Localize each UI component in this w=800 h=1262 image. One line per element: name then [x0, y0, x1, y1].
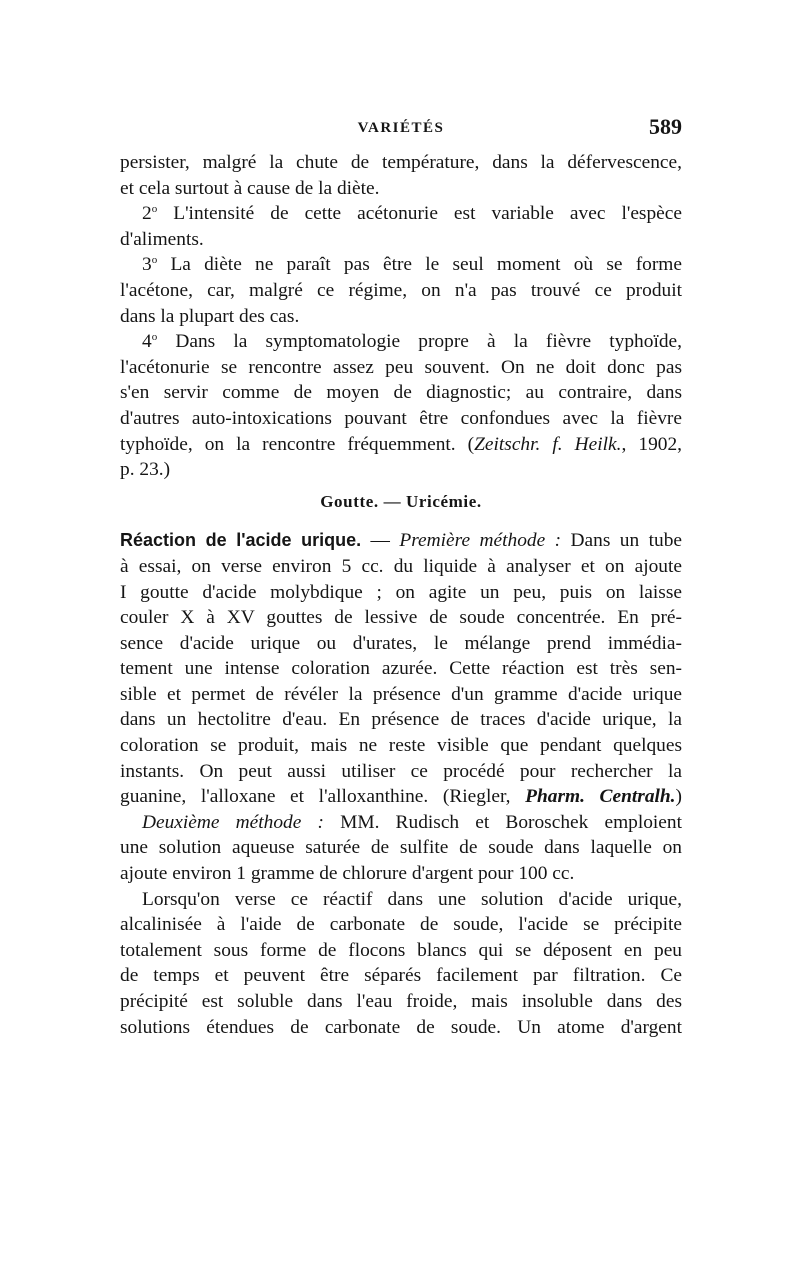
text-line: solutions étendues de carbonate de soude. Un atome d'argent — [120, 1016, 682, 1038]
text-line: sible et permet de révéler la présence d'un gramme d'acide urique — [120, 683, 682, 705]
ordinal-marker: o — [151, 203, 158, 216]
paragraph-3 — [120, 252, 682, 329]
line-text: La diète ne paraît pas être le seul moment où se forme — [170, 254, 682, 276]
text-line: couler X à XV gouttes de lessive de soude concentrée. En pré- — [120, 607, 682, 629]
text-line: précipité est soluble dans l'eau froide, mais insoluble dans des — [120, 991, 682, 1012]
text-line: d'aliments. — [120, 228, 204, 250]
line-text: typhoïde, on la rencontre fréquemment. ( — [120, 433, 475, 455]
text-line — [120, 252, 682, 278]
text-line: instants. On peut aussi utiliser ce procédé pour rechercher la — [120, 760, 682, 782]
page-number: 589 — [649, 114, 682, 139]
line-text: MM. Rudisch et Boroschek emploient — [323, 811, 683, 833]
text-line — [120, 329, 682, 355]
text-line: s'en servir comme de moyen de diagnostic; au contraire, dans — [120, 382, 682, 404]
text-line: persister, malgré la chute de température, dans la défervescence, — [120, 152, 682, 173]
text-line: totalement sous forme de flocons blancs qui se déposent en peu — [120, 939, 682, 961]
method-label: Première méthode : — [399, 530, 562, 552]
line-text: Dans la symptomatologie propre à la fièvre typhoïde, — [175, 331, 682, 353]
text-line: d'autres auto-intoxications pouvant être confondues avec la fièvre — [120, 407, 682, 429]
text-line: l'acétonurie se rencontre assez peu souvent. On ne doit donc pas — [120, 356, 682, 378]
paragraph-7 — [120, 887, 682, 1041]
text-line: alcalinisée à l'aide de carbonate de soude, l'acide se précipite — [120, 914, 682, 936]
text-line — [120, 784, 682, 810]
text-line: p. 23.) — [120, 459, 171, 481]
page-body — [120, 150, 682, 1040]
ordinal-marker: o — [151, 254, 158, 267]
text-line: et cela surtout à cause de la diète. — [120, 177, 380, 199]
section-title: Goutte. — Uricémie. — [320, 491, 482, 511]
paragraph-5 — [120, 528, 682, 810]
line-text: guanine, l'alloxane et l'alloxanthine. (Riegler, — [120, 786, 526, 808]
text-line: de temps et peuvent être séparés facilement par filtration. Ce — [120, 965, 682, 987]
text-line — [120, 528, 682, 554]
line-text: L'intensité de cette acétonurie est variable avec l'espèce — [173, 203, 682, 225]
text-line: dans la plupart des cas. — [120, 305, 300, 327]
text-line: tement une intense coloration azurée. Cette réaction est très sen- — [120, 658, 682, 680]
text-line — [120, 201, 682, 227]
text-line: Lorsqu'on verse ce réactif dans une solution d'acide urique, — [142, 888, 682, 910]
text-line — [120, 810, 682, 836]
page-header — [120, 114, 682, 144]
item-number: 2 — [142, 203, 152, 225]
subsection-title: Réaction de l'acide urique. — [120, 530, 362, 551]
text-line: une solution aqueuse saturée de sulfite de soude dans laquelle on — [120, 837, 682, 859]
line-text: Dans un tube — [561, 530, 682, 552]
ordinal-marker: o — [151, 331, 158, 344]
text-line: à essai, on verse environ 5 cc. du liquide à analyser et on ajoute — [120, 555, 682, 577]
journal-citation: Pharm. Centralh. — [525, 786, 676, 808]
method-label: Deuxième méthode : — [142, 811, 324, 833]
text-line: ajoute environ 1 gramme de chlorure d'argent pour 100 cc. — [120, 863, 575, 885]
line-text: , 1902, — [621, 433, 683, 455]
paragraph-2 — [120, 201, 682, 252]
text-line: dans un hectolitre d'eau. En présence de traces d'acide urique, la — [120, 709, 682, 731]
item-number: 4 — [142, 331, 152, 353]
text-line: coloration se produit, mais ne reste visible que pendant quelques — [120, 735, 682, 757]
paragraph-6 — [120, 810, 682, 887]
paragraph-4 — [120, 329, 682, 483]
running-title: VARIÉTÉS — [357, 120, 445, 136]
line-text: ) — [675, 786, 682, 808]
text-line: I goutte d'acide molybdique ; on agite un peu, puis on laisse — [120, 581, 682, 603]
paragraph-1 — [120, 150, 682, 201]
text-line: l'acétone, car, malgré ce régime, on n'a pas trouvé ce produit — [120, 279, 682, 301]
dash: — — [361, 530, 400, 552]
text-line — [120, 432, 682, 458]
item-number: 3 — [142, 254, 152, 276]
journal-citation: Zeitschr. f. Heilk. — [474, 433, 622, 455]
text-line: sence d'acide urique ou d'urates, le mélange prend immédia- — [120, 632, 682, 654]
